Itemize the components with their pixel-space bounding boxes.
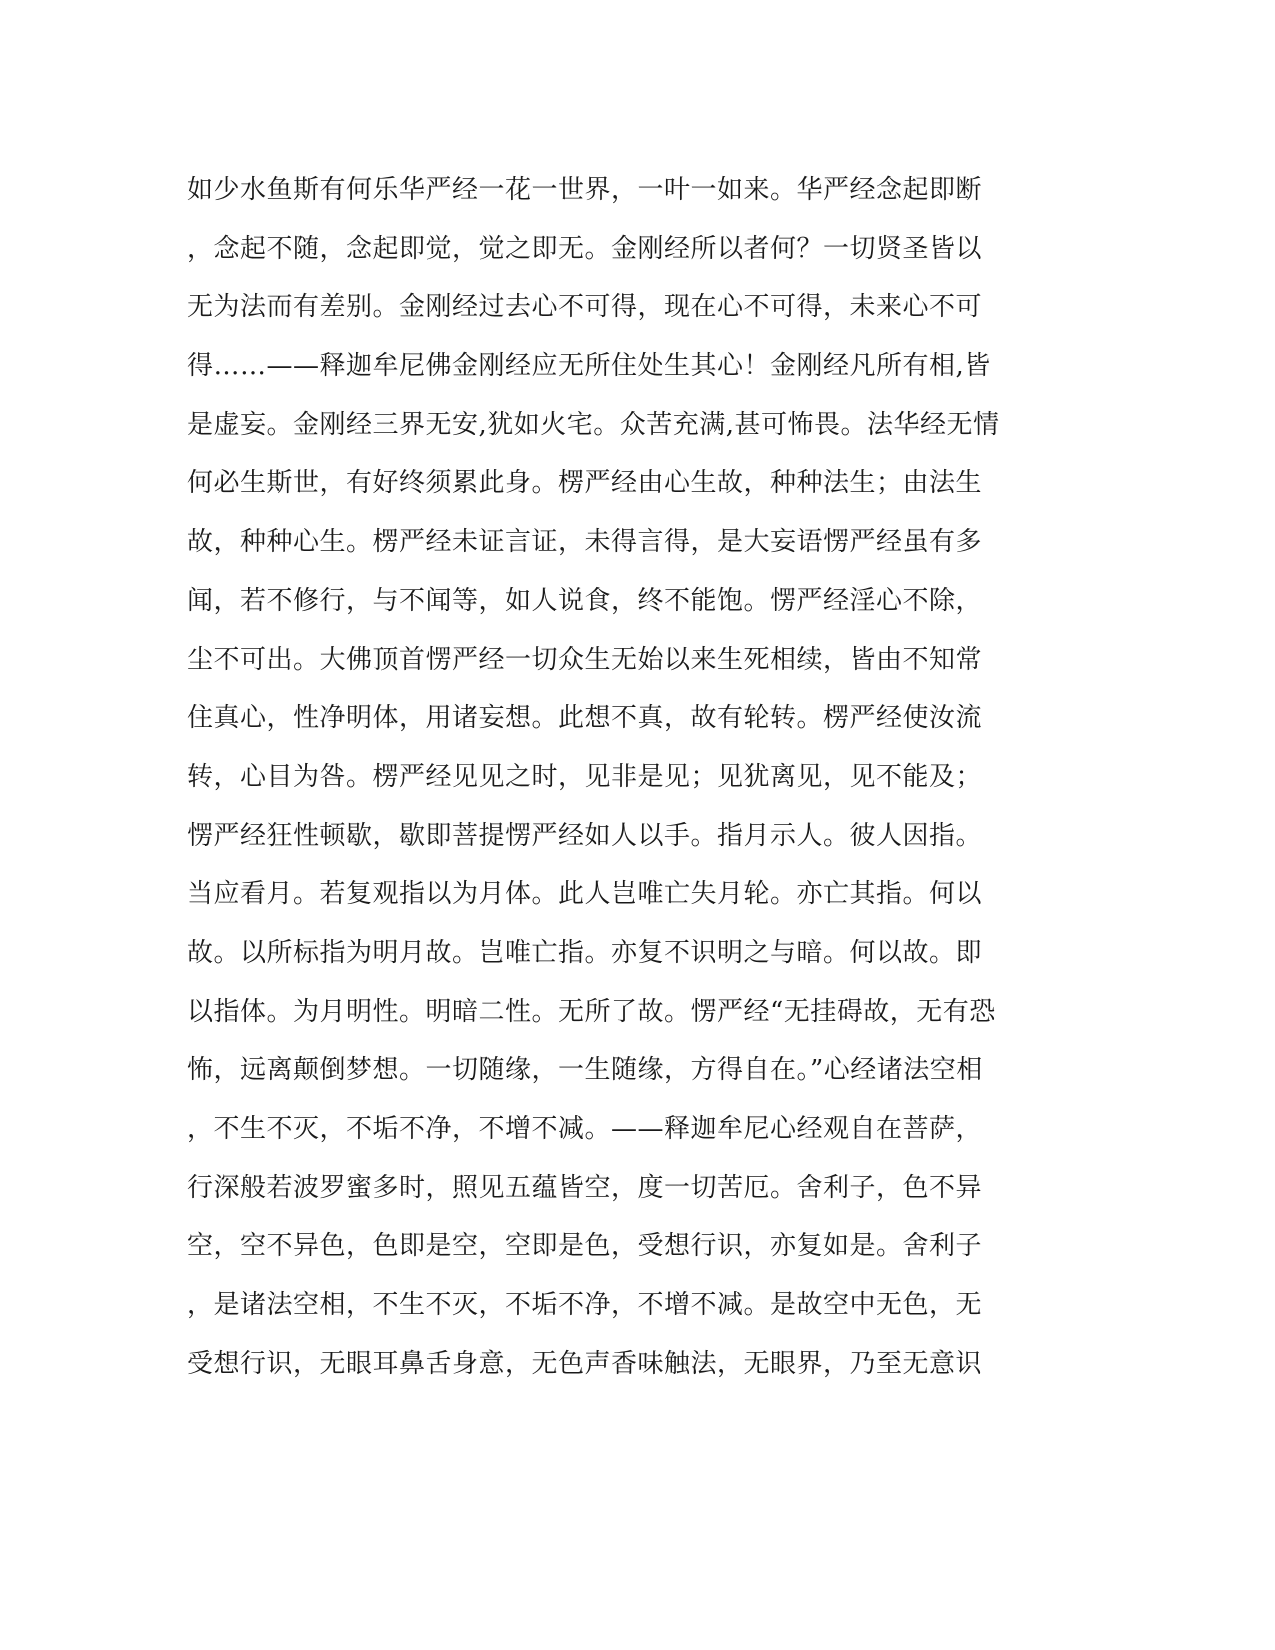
text-line: 尘不可出。大佛顶首愣严经一切众生无始以来生死相续，皆由不知常: [187, 644, 983, 675]
text-line: 空，空不异色，色即是空，空即是色，受想行识，亦复如是。舍利子: [187, 1231, 983, 1262]
text-line: 受想行识，无眼耳鼻舌身意，无色声香味触法，无眼界，乃至无意识: [187, 1348, 983, 1379]
text-line: 以指体。为月明性。明暗二性。无所了故。愣严经“无挂碍故，无有恐: [187, 996, 996, 1027]
text-line: 是虚妄。金刚经三界无安,犹如火宅。众苦充满,甚可怖畏。法华经无情: [187, 409, 1000, 440]
text-line: 得……——释迦牟尼佛金刚经应无所住处生其心！金刚经凡所有相,皆: [187, 351, 991, 382]
text-line: 行深般若波罗蜜多时，照见五蕴皆空，度一切苦厄。舍利子，色不异: [187, 1172, 983, 1203]
text-line: 转，心目为咎。楞严经见见之时，见非是见；见犹离见，见不能及；: [187, 761, 983, 792]
text-line: 住真心，性净明体，用诸妄想。此想不真，故有轮转。楞严经使汝流: [187, 703, 983, 734]
text-line: ，是诸法空相，不生不灭，不垢不净，不增不减。是故空中无色，无: [187, 1290, 983, 1321]
text-line: 何必生斯世，有好终须累此身。楞严经由心生故，种种法生；由法生: [187, 468, 983, 499]
text-line: ，不生不灭，不垢不净，不增不减。——释迦牟尼心经观自在菩萨，: [187, 1114, 983, 1144]
body-text: [187, 161, 1067, 1393]
text-line: ，念起不随，念起即觉，觉之即无。金刚经所以者何？一切贤圣皆以: [187, 233, 983, 264]
text-line: 愣严经狂性顿歇，歇即菩提愣严经如人以手。指月示人。彼人因指。: [187, 820, 983, 851]
text-line: 怖，远离颠倒梦想。一切随缘，一生随缘，方得自在。”心经诸法空相: [187, 1055, 983, 1086]
text-line: 无为法而有差别。金刚经过去心不可得，现在心不可得，未来心不可: [187, 292, 983, 323]
text-line: 闻，若不修行，与不闻等，如人说食，终不能饱。愣严经淫心不除，: [187, 585, 983, 616]
text-line: 当应看月。若复观指以为月体。此人岂唯亡失月轮。亦亡其指。何以: [187, 879, 983, 910]
text-line: 故。以所标指为明月故。岂唯亡指。亦复不识明之与暗。何以故。即: [187, 937, 983, 968]
text-line: 故，种种心生。楞严经未证言证，未得言得，是大妄语愣严经虽有多: [187, 527, 983, 558]
text-line: 如少水鱼斯有何乐华严经一花一世界，一叶一如来。华严经念起即断: [187, 175, 983, 205]
